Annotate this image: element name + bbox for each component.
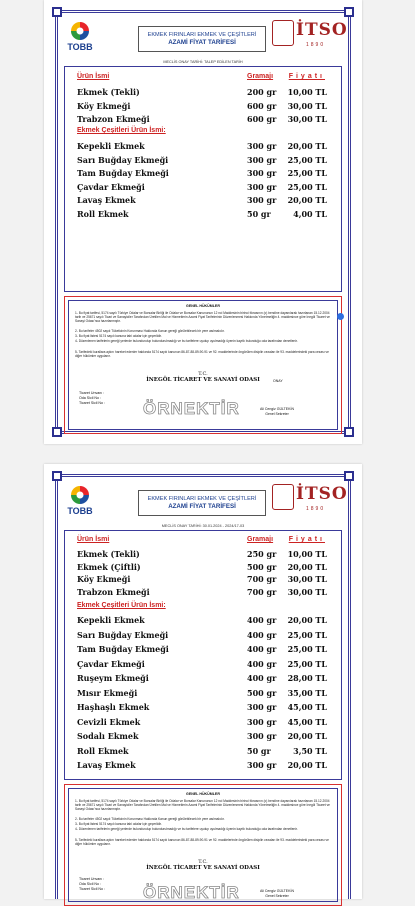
product-name: Çavdar Ekmeği: [77, 181, 145, 192]
product-weight: 300 gr: [247, 181, 277, 192]
provision-item: 5- Tarifedeki kurallara aykırı hareket edenler hakkında 5174 sayılı kanunun 86-87-88-89-90-91 ve 92. maddelerinde öngörülen disiplin cezaları ile 93. maddelerindeki para cezası ve diğer hükümler uygulanır.: [75, 350, 329, 358]
tariff-title: [138, 26, 266, 52]
tariff-title-line2: AZAMİ FİYAT TARİFESİ: [168, 503, 236, 510]
column-name-header: Ürün İsmi: [77, 73, 110, 80]
signer-title: Genel Sekreter: [265, 412, 289, 416]
product-weight: 700 gr: [247, 586, 277, 597]
tariff-title-line1: EKMEK FIRINLARI EKMEK VE ÇEŞİTLERİ: [147, 496, 257, 502]
product-name: Ruşeym Ekmeği: [77, 673, 149, 683]
product-row: [77, 87, 331, 99]
product-price: 4,00 TL: [293, 208, 327, 219]
product-name: Kepekli Ekmek: [77, 141, 145, 151]
notes-title: GENEL HÜKÜMLER: [186, 304, 220, 308]
itso-year: 1890: [306, 42, 326, 48]
tariff-title-line2: AZAMİ FİYAT TARİFESİ: [168, 39, 236, 46]
tobb-emblem-icon: [66, 484, 94, 506]
product-name: Tam Buğday Ekmeği: [77, 168, 169, 178]
onay-label: ONAY: [273, 379, 283, 383]
product-weight: 300 gr: [247, 195, 277, 205]
product-name: Sarı Buğday Ekmeği: [77, 154, 169, 165]
tobb-label: TOBB: [67, 42, 93, 52]
border-corner: [52, 427, 62, 437]
product-weight: 50 gr: [247, 208, 271, 219]
product-price: 35,00 TL: [287, 687, 327, 698]
product-weight: 300 gr: [247, 716, 277, 727]
product-price: 25,00 TL: [287, 154, 327, 165]
itso-year: 1890: [306, 506, 326, 512]
product-price: 20,00 TL: [287, 195, 327, 205]
trade-name-label: Ticaret Unvanı :: [79, 391, 105, 395]
product-price: 30,00 TL: [287, 114, 327, 124]
product-name: Lavaş Ekmek: [77, 760, 136, 770]
product-price: 25,00 TL: [287, 168, 327, 178]
signer-block: [239, 407, 315, 417]
tobb-emblem-icon: [66, 20, 94, 42]
page-header: [60, 480, 346, 520]
tariff-title: [138, 490, 266, 516]
trade-info: [79, 877, 105, 892]
product-name: Sodalı Ekmek: [77, 731, 139, 741]
itso-emblem-icon: [272, 20, 294, 46]
product-weight: 700 gr: [247, 574, 277, 584]
column-weight-header: Gramajı: [247, 536, 274, 543]
product-name: Çavdar Ekmeği: [77, 658, 145, 669]
product-name: Roll Ekmek: [77, 208, 129, 219]
variety-row: [77, 673, 331, 685]
product-weight: 250 gr: [247, 549, 277, 559]
variety-row: [77, 717, 331, 729]
chamber-name: İNEGÖL TİCARET VE SANAYİ ODASI: [146, 377, 260, 383]
product-name: Haşhaşlı Ekmek: [77, 702, 150, 712]
product-price: 30,00 TL: [287, 100, 327, 111]
tariff-title-line1: EKMEK FIRINLARI EKMEK VE ÇEŞİTLERİ: [147, 32, 257, 38]
trade-info: [79, 391, 105, 406]
product-row: [77, 587, 331, 599]
chamber-name: İNEGÖL TİCARET VE SANAYİ ODASI: [146, 865, 260, 871]
varieties-header: [77, 127, 331, 139]
general-provisions: [64, 296, 342, 434]
general-provisions-inner: [68, 300, 338, 430]
sample-watermark: ÖRNEKTİR: [143, 883, 240, 902]
notes-title: GENEL HÜKÜMLER: [186, 792, 220, 796]
product-weight: 400 gr: [247, 615, 277, 625]
product-name: Mısır Ekmeği: [77, 687, 138, 698]
border-corner: [344, 427, 354, 437]
product-weight: 400 gr: [247, 658, 277, 669]
variety-row: [77, 615, 331, 627]
product-weight: 300 gr: [247, 760, 277, 770]
product-price: 25,00 TL: [287, 658, 327, 669]
variety-row: [77, 688, 331, 700]
product-weight: 300 gr: [247, 154, 277, 165]
product-price: 28,00 TL: [287, 673, 327, 683]
variety-row: [77, 760, 331, 772]
variety-row: [77, 182, 331, 194]
itso-logo: [272, 484, 346, 514]
provision-item: 3- Bu fiyat listesi 5174 sayılı kanuna tabi odalar için geçerlidir.: [75, 334, 162, 338]
product-price: 10,00 TL: [287, 87, 327, 97]
provision-item: 4- Düzenlenen tarifelerin gereği yerlerde bulundurulup bulundurulmadığı ve bu tarifelere uyulup uyulmadığı üyenin kayıtlı bulunduğu oda tarafından denetlenir.: [75, 339, 298, 343]
chamber-registry-label: Oda Sicil No :: [79, 396, 101, 400]
product-name: Ekmek (Tekli): [77, 87, 140, 97]
product-row: [77, 574, 331, 586]
product-price: 10,00 TL: [287, 549, 327, 559]
column-price-header: Fiyatı: [288, 536, 325, 543]
product-name: Ekmek (Çiftli): [77, 561, 141, 572]
provision-item: 5- Tarifedeki kurallara aykırı hareket edenler hakkında 5174 sayılı kanunun 86-87-88-89-90-91 ve 92. maddelerinde öngörülen disiplin cezaları ile 93. maddelerindeki para cezası ve diğer hükümler uygulanır.: [75, 838, 329, 846]
product-name: Roll Ekmek: [77, 745, 129, 756]
itso-emblem-icon: [272, 484, 294, 510]
variety-row: [77, 702, 331, 714]
price-list-header: [77, 536, 331, 548]
sample-watermark: ÖRNEKTİR: [143, 399, 240, 418]
product-name: Sarı Buğday Ekmeği: [77, 629, 169, 640]
trade-name-label: Ticaret Unvanı :: [79, 877, 105, 881]
variety-row: [77, 168, 331, 180]
chamber-registry-label: Oda Sicil No :: [79, 882, 101, 886]
product-name: Lavaş Ekmek: [77, 195, 136, 205]
variety-row: [77, 659, 331, 671]
variety-row: [77, 746, 331, 758]
product-weight: 300 gr: [247, 731, 277, 741]
product-name: Cevizli Ekmek: [77, 716, 141, 727]
provision-item: 1- Bu fiyat tarifesi, 5174 sayılı Türkiye Odalar ve Borsalar Birliği ile Odalar ve Borsalar Kanununun 12 nci Maddesinin birinci fıkrasının (c) bendine dayanılarak hazırlanan 15.12.2004 tarih ve 25671 sayılı Ticari ve Sanayiciler Tarafından Üretilen Mal ve Hizmetlerin Azami Fiyat Tarifelerinin Düzenlenmesi Hakkında Yönetmeliğin 4. maddesince göre İnegöl Ticaret ve Sanayi Odası'nca hazırlanmıştır.: [75, 799, 330, 811]
approval-date: MECLİS ONAY TARİHİ: 30.01.2024 - 2024/17-03: [161, 524, 245, 528]
itso-label: İTSO: [296, 484, 348, 504]
product-row: [77, 549, 331, 561]
product-price: 20,00 TL: [287, 760, 327, 770]
column-name-header: Ürün İsmi: [77, 536, 110, 543]
provision-item: 3- Bu fiyat listesi 5174 sayılı kanuna tabi odalar için geçerlidir.: [75, 822, 162, 826]
varieties-header-label: Ekmek Çeşitleri Ürün İsmi:: [77, 127, 166, 134]
product-name: Tam Buğday Ekmeği: [77, 644, 169, 654]
product-weight: 400 gr: [247, 629, 277, 640]
price-list-header: [77, 73, 331, 85]
product-weight: 400 gr: [247, 644, 277, 654]
document-page-1: [44, 0, 362, 444]
trade-registry-label: Ticaret Sicil No :: [79, 887, 106, 891]
product-price: 20,00 TL: [287, 615, 327, 625]
provision-item: 2- Bu tarifeler 4502 sayılı Tüketicinin Korunması Hakkında Kanun gereği görülebilecek bir yere asılmalıdır.: [75, 329, 225, 333]
signer-name: Ali Cengiz GÜLTEKİN: [260, 889, 294, 893]
product-name: Ekmek (Tekli): [77, 549, 140, 559]
product-row: [77, 101, 331, 113]
product-price: 20,00 TL: [287, 731, 327, 741]
tc-label: T.C.: [198, 859, 208, 865]
signer-name: Ali Cengiz GÜLTEKİN: [260, 407, 294, 411]
product-name: Trabzon Ekmeği: [77, 114, 150, 124]
itso-label: İTSO: [296, 20, 348, 40]
page-header: [60, 16, 346, 56]
product-weight: 600 gr: [247, 100, 277, 111]
product-row: [77, 114, 331, 126]
general-provisions-inner: [68, 788, 338, 902]
product-name: Köy Ekmeği: [77, 100, 131, 111]
product-row: [77, 562, 331, 574]
product-price: 3,50 TL: [293, 745, 327, 756]
column-price-header: Fiyatı: [288, 73, 325, 80]
price-list: [64, 530, 342, 780]
product-price: 30,00 TL: [287, 574, 327, 584]
product-name: Köy Ekmeği: [77, 574, 131, 584]
product-price: 25,00 TL: [287, 181, 327, 192]
provision-item: 1- Bu fiyat tarifesi, 5174 sayılı Türkiye Odalar ve Borsalar Birliği ile Odalar ve Borsalar Kanununun 12 nci Maddesinin birinci fıkrasının (c) bendine dayanılarak hazırlanan 15.12.2004 tarih ve 25671 sayılı Ticari ve Sanayiciler Tarafından Üretilen Mal ve Hizmetlerin Azami Fiyat Tarifelerinin Düzenlenmesi Hakkında Yönetmeliğin 4. maddesince göre İnegöl Ticaret ve Sanayi Odası'nca hazırlanmıştır.: [75, 311, 330, 323]
itso-logo: [272, 20, 346, 50]
tobb-logo: [60, 484, 100, 516]
product-price: 20,00 TL: [287, 561, 327, 572]
varieties-header-label: Ekmek Çeşitleri Ürün İsmi:: [77, 602, 166, 609]
variety-row: [77, 630, 331, 642]
approval-date: MECLİS ONAY TARİHİ: TALEP EDİLEN TARİH: [163, 60, 243, 64]
product-weight: 300 gr: [247, 141, 277, 151]
product-weight: 500 gr: [247, 687, 277, 698]
product-weight: 300 gr: [247, 702, 277, 712]
price-list: [64, 66, 342, 292]
product-price: 20,00 TL: [287, 141, 327, 151]
signer-block: [239, 889, 315, 899]
varieties-header: [77, 602, 331, 614]
selection-handle[interactable]: [337, 313, 344, 320]
product-price: 45,00 TL: [287, 702, 327, 712]
variety-row: [77, 731, 331, 743]
column-weight-header: Gramajı: [247, 73, 274, 80]
document-page-2: [44, 464, 362, 902]
tobb-label: TOBB: [67, 506, 93, 516]
provision-item: 4- Düzenlenen tarifelerin gereği yerlerde bulundurulup bulundurulmadığı ve bu tarifelere uyulup uyulmadığı üyenin kayıtlı bulunduğu oda tarafından denetlenir.: [75, 827, 298, 831]
variety-row: [77, 195, 331, 207]
product-weight: 500 gr: [247, 561, 277, 572]
product-weight: 400 gr: [247, 673, 277, 683]
product-weight: 200 gr: [247, 87, 277, 97]
product-name: Trabzon Ekmeği: [77, 586, 150, 597]
product-price: 25,00 TL: [287, 644, 327, 654]
product-weight: 600 gr: [247, 114, 277, 124]
product-price: 25,00 TL: [287, 629, 327, 640]
product-weight: 300 gr: [247, 168, 277, 178]
variety-row: [77, 155, 331, 167]
variety-row: [77, 644, 331, 656]
product-price: 30,00 TL: [287, 586, 327, 597]
trade-registry-label: Ticaret Sicil No :: [79, 401, 106, 405]
tc-label: T.C.: [198, 371, 208, 377]
variety-row: [77, 209, 331, 221]
product-price: 45,00 TL: [287, 716, 327, 727]
tobb-logo: [60, 20, 100, 52]
provision-item: 2- Bu tarifeler 4502 sayılı Tüketicinin Korunması Hakkında Kanun gereği görülebilecek bir yere asılmalıdır.: [75, 817, 225, 821]
general-provisions: [64, 784, 342, 906]
product-name: Kepekli Ekmek: [77, 615, 145, 625]
product-weight: 50 gr: [247, 745, 271, 756]
variety-row: [77, 141, 331, 153]
signer-title: Genel Sekreter: [265, 894, 289, 898]
